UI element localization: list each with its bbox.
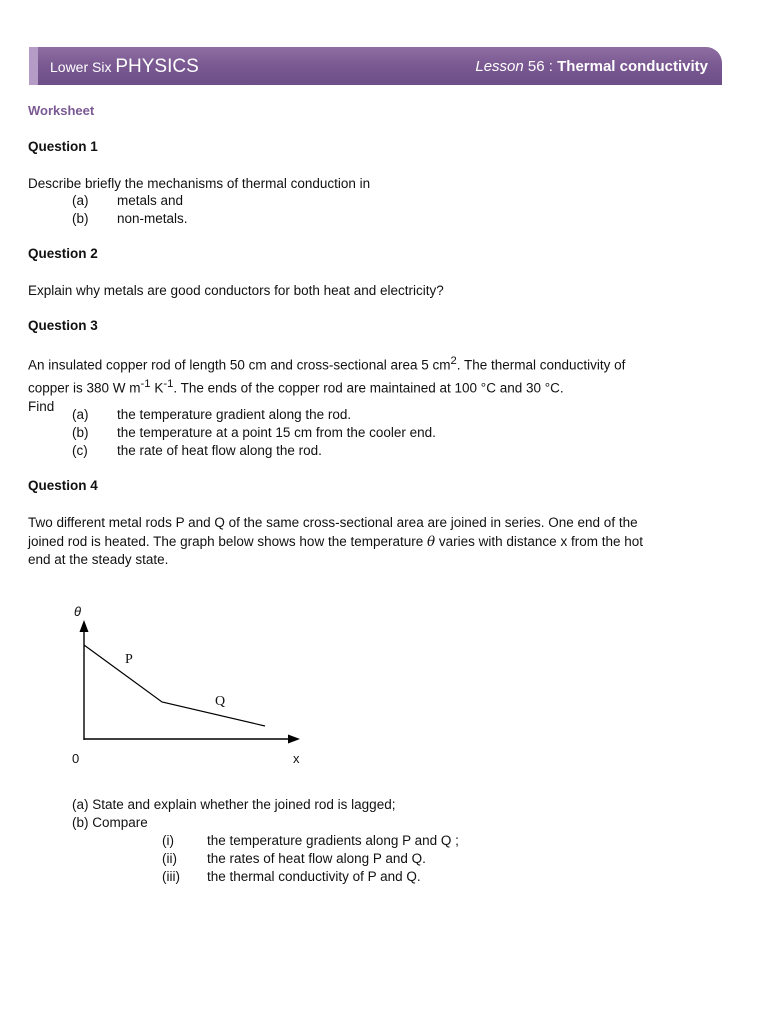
question-3-line-3: Find	[28, 399, 55, 414]
part-text: the temperature at a point 15 cm from the cooler end.	[117, 425, 436, 440]
lesson-separator: :	[548, 58, 553, 75]
part-mark: (b)	[72, 211, 89, 226]
x-axis-arrow	[288, 735, 300, 744]
question-4-part-b: (b) Compare	[72, 815, 148, 830]
course-level: Lower Six	[50, 59, 112, 75]
question-4-sub-part-ii	[162, 851, 426, 866]
question-3-part-c	[72, 443, 322, 458]
lesson-title	[475, 58, 708, 75]
temperature-profile	[84, 645, 265, 726]
question-4-line-2: joined rod is heated. The graph below shows how the temperature θ varies with distance x from the hot	[28, 533, 643, 550]
part-text: the temperature gradient along the rod.	[117, 407, 352, 422]
question-1-text: Describe briefly the mechanisms of thermal conduction in	[28, 176, 371, 191]
question-2-heading: Question 2	[28, 246, 98, 261]
question-3-heading: Question 3	[28, 318, 98, 333]
question-3-line-1: An insulated copper rod of length 50 cm and cross-sectional area 5 $cm^2$. The thermal conductivity of	[28, 355, 626, 373]
banner-accent	[29, 47, 38, 85]
segment-q-label: Q	[215, 694, 226, 709]
part-text: metals and	[117, 193, 184, 208]
question-3-part-b	[72, 425, 436, 440]
temperature-distance-graph	[66, 600, 316, 775]
y-axis-arrow	[80, 620, 89, 632]
course-title	[50, 56, 199, 78]
x-axis-label: x	[293, 751, 300, 766]
part-text: the rate of heat flow along the rod.	[117, 443, 322, 458]
part-mark: (ii)	[162, 851, 177, 866]
question-4-text	[28, 514, 728, 570]
question-4-line-3: end at the steady state.	[28, 552, 169, 567]
part-text: the temperature gradients along P and Q ;	[207, 833, 459, 848]
part-text: non-metals.	[117, 211, 188, 226]
course-subject: PHYSICS	[115, 56, 199, 77]
question-2-text: Explain why metals are good conductors for both heat and electricity?	[28, 283, 444, 298]
part-text: the rates of heat flow along P and Q.	[207, 851, 426, 866]
question-4-heading: Question 4	[28, 478, 98, 493]
part-mark: (a)	[72, 407, 89, 422]
question-1-part-a	[72, 193, 183, 208]
theta-symbol: θ	[427, 533, 436, 550]
part-text: the thermal conductivity of P and Q.	[207, 869, 421, 884]
segment-p-label: P	[125, 652, 133, 667]
question-3-part-a	[72, 407, 351, 422]
question-1-part-b	[72, 211, 188, 226]
part-mark: (c)	[72, 443, 88, 458]
lesson-word: Lesson	[475, 58, 524, 75]
header-banner	[29, 47, 722, 85]
question-4-sub-part-i	[162, 833, 459, 848]
worksheet-label: Worksheet	[28, 103, 95, 118]
question-4-line-1: Two different metal rods P and Q of the same cross-sectional area are joined in series. One end of the	[28, 515, 638, 530]
lesson-number: 56	[527, 58, 545, 75]
part-mark: (iii)	[162, 869, 180, 884]
part-mark: (i)	[162, 833, 174, 848]
question-4-sub-part-iii	[162, 869, 421, 884]
y-axis-label: θ	[74, 604, 82, 619]
question-3-line-2: copper is 380 W $m^{-1}$ $K^{-1}$. The ends of the copper rod are maintained at 100 °C and 30 °C.	[28, 378, 564, 396]
question-4-part-a: (a) State and explain whether the joined rod is lagged;	[72, 797, 396, 812]
lesson-name: Thermal conductivity	[557, 58, 708, 75]
part-mark: (a)	[72, 193, 89, 208]
part-mark: (b)	[72, 425, 89, 440]
origin-label: 0	[72, 751, 80, 766]
question-1-heading: Question 1	[28, 139, 98, 154]
